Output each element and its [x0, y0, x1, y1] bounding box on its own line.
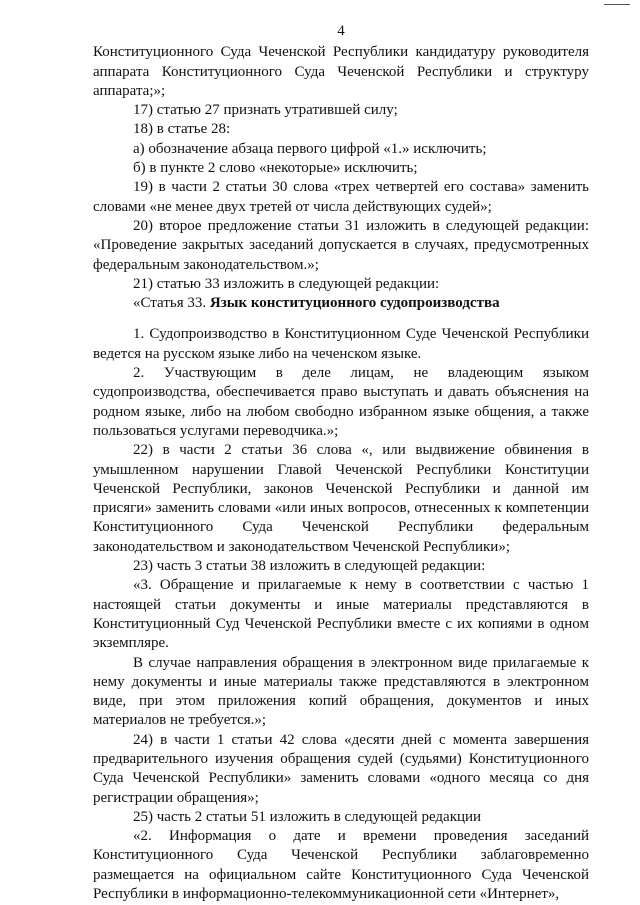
- article-heading-title: Язык конституционного судопроизводства: [209, 295, 500, 312]
- corner-mark: [604, 4, 630, 5]
- paragraph: 21) статью 33 изложить в следующей редакции:: [133, 275, 440, 292]
- paragraph: 22) в части 2 статьи 36 слова «, или выдвижение обвинения в умышленном нарушении Главой Чеченской Республики Конституции Чеченской Республики, законов Чеченской Республики и данной им присяги» заменить словами «или иных вопросов, отнесенных к компетенции Конституционного Суда Чеченской Республики федеральным законодательством и законодательством Чеченской Республики»;: [93, 442, 589, 555]
- paragraph: 23) часть 3 статьи 38 изложить в следующей редакции:: [133, 558, 486, 575]
- paragraph: 18) в статье 28:: [133, 121, 231, 138]
- paragraph: а) обозначение абзаца первого цифрой «1.» исключить;: [133, 140, 487, 157]
- paragraph: 17) статью 27 признать утратившей силу;: [133, 102, 398, 119]
- paragraph: б) в пункте 2 слово «некоторые» исключить;: [133, 160, 418, 177]
- paragraphs-after-article: [93, 325, 589, 904]
- paragraph: 2. Участвующим в деле лицам, не владеющим языком судопроизводства, обеспечивается право выступать и давать объяснения на родном языке, либо на любом свободно избранном языке общения, а также пользоваться услугами переводчика.»;: [93, 365, 589, 439]
- paragraph: Конституционного Суда Чеченской Республики кандидатуру руководителя аппарата Конституционного Суда Чеченской Республики и структуру аппарата;»;: [93, 44, 589, 99]
- paragraph: 20) второе предложение статьи 31 изложить в следующей редакции: «Проведение закрытых заседаний допускается в случаях, предусмотренных федеральным законодательством.»;: [93, 217, 589, 273]
- paragraph: 1. Судопроизводство в Конституционном Суде Чеченской Республики ведется на русском языке либо на чеченском языке.: [93, 326, 589, 362]
- page-number: 4: [337, 23, 345, 39]
- article-heading-prefix: «Статья 33.: [133, 295, 210, 312]
- paragraph: 24) в части 1 статьи 42 слова «десяти дней с момента завершения предварительного изучения обращения судей (судьями) Конституционного Суда Чеченской Республики» заменить словами «одного месяца со дня регистрации обращения»;: [93, 731, 589, 806]
- paragraph: В случае направления обращения в электронном виде прилагаемые к нему документы и иные материалы также представляются в электронном виде, при этом приложения копий обращения, документов и иных материалов не требуется.»;: [93, 654, 589, 729]
- paragraph: «2. Информация о дате и времени проведения заседаний Конституционного Суда Чеченской Республики заблаговременно размещается на официальном сайте Конституционного Суда Чеченской Республики в информационно-телекоммуникационной сети «Интернет»,: [93, 828, 589, 903]
- paragraphs-before-article: [93, 43, 589, 294]
- paragraph: 25) часть 2 статьи 51 изложить в следующей редакции: [133, 808, 482, 825]
- paragraph: 19) в части 2 статьи 30 слова «трех четвертей его состава» заменить словами «не менее двух третей от числа действующих судей»;: [93, 179, 589, 215]
- document-page: [93, 22, 589, 904]
- paragraph: «3. Обращение и прилагаемые к нему в соответствии с частью 1 настоящей статьи документы и иные материалы представляются в Конституционный Суд Чеченской Республики вместе с их копиями в одном экземпляре.: [93, 577, 589, 652]
- article-heading: [93, 294, 589, 313]
